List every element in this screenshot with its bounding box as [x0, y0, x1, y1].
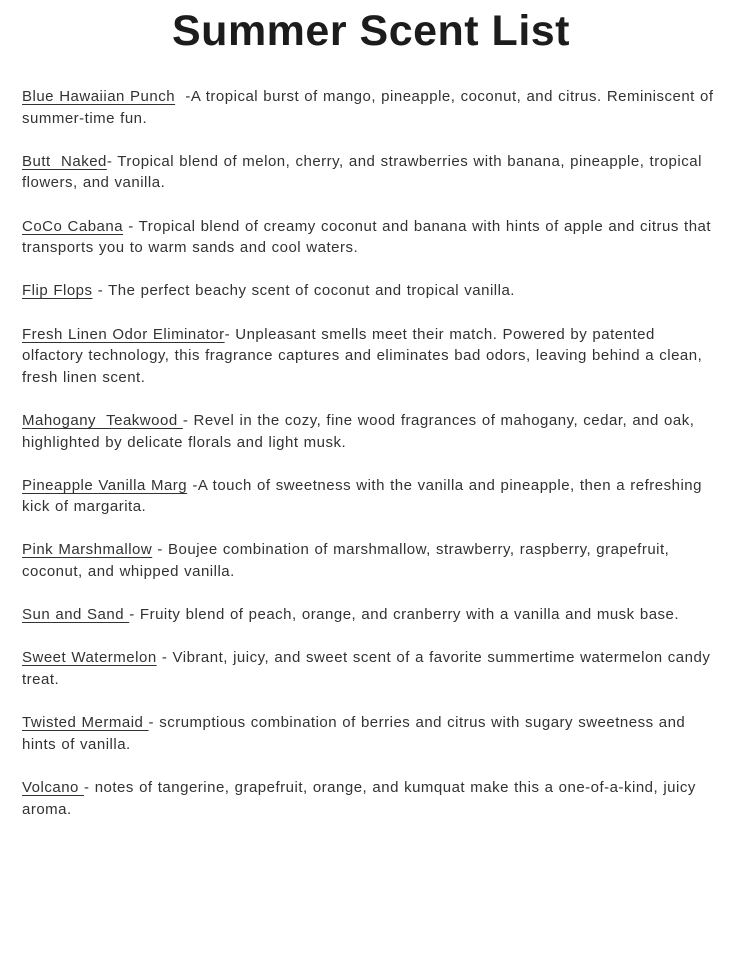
- scent-name: Flip Flops: [22, 282, 93, 300]
- scent-description: - Boujee combination of marshmallow, strawberry, raspberry, grapefruit, coconut, and whipped vanilla.: [22, 541, 675, 581]
- scent-entry: [22, 777, 720, 820]
- scent-description: - Tropical blend of melon, cherry, and strawberries with banana, pineapple, tropical flowers, and vanilla.: [22, 152, 708, 192]
- scent-entry: [22, 475, 720, 518]
- scent-entry: [22, 539, 720, 582]
- scent-entry: [22, 280, 720, 302]
- scent-description: - Unpleasant smells meet their match. Powered by patented olfactory technology, this fragrance captures and eliminates bad odors, leaving behind a clean, fresh linen scent.: [22, 325, 708, 386]
- scent-description: -A tropical burst of mango, pineapple, coconut, and citrus. Reminiscent of summer-time fun.: [22, 88, 719, 127]
- scent-name: Fresh Linen Odor Eliminator: [22, 325, 225, 343]
- scent-entry: [22, 410, 720, 453]
- scent-name: Blue Hawaiian Punch: [22, 88, 176, 105]
- scent-name: Volcano: [22, 779, 85, 796]
- scent-entry: [22, 151, 720, 194]
- scent-name: Butt Naked: [22, 152, 107, 170]
- scent-name: Pink Marshmallow: [22, 541, 153, 559]
- scent-name: Sweet Watermelon: [22, 649, 157, 667]
- scent-name: CoCo Cabana: [22, 217, 124, 235]
- page-title: Summer Scent List: [172, 7, 570, 55]
- scent-entry: [22, 604, 720, 626]
- scent-description: - The perfect beachy scent of coconut and tropical vanilla.: [92, 282, 515, 300]
- scent-name: Twisted Mermaid: [22, 714, 149, 732]
- scent-description: - Fruity blend of peach, orange, and cranberry with a vanilla and musk base.: [129, 606, 680, 624]
- scent-description: - scrumptious combination of berries and citrus with sugary sweetness and hints of vanilla.: [22, 714, 691, 753]
- scent-entry: [22, 647, 720, 690]
- scent-name: Pineapple Vanilla Marg: [22, 476, 188, 494]
- scent-entry: [22, 216, 720, 259]
- scent-description: - Vibrant, juicy, and sweet scent of a favorite summertime watermelon candy treat.: [22, 649, 716, 689]
- scent-name: Sun and Sand: [22, 606, 130, 624]
- scent-description: -A touch of sweetness with the vanilla and pineapple, then a refreshing kick of margarita.: [22, 476, 708, 516]
- scent-entry: [22, 712, 720, 755]
- scent-description: - notes of tangerine, grapefruit, orange, and kumquat make this a one-of-a-kind, juicy aroma.: [22, 779, 702, 818]
- scent-description: - Revel in the cozy, fine wood fragrances of mahogany, cedar, and oak, highlighted by delicate florals and light musk.: [22, 411, 700, 451]
- scent-description: - Tropical blend of creamy coconut and banana with hints of apple and citrus that transports you to warm sands and cool waters.: [22, 217, 717, 257]
- scent-list: [22, 86, 720, 820]
- scent-entry: [22, 324, 720, 389]
- scent-name: Mahogany Teakwood: [22, 411, 183, 429]
- scent-entry: [22, 86, 720, 129]
